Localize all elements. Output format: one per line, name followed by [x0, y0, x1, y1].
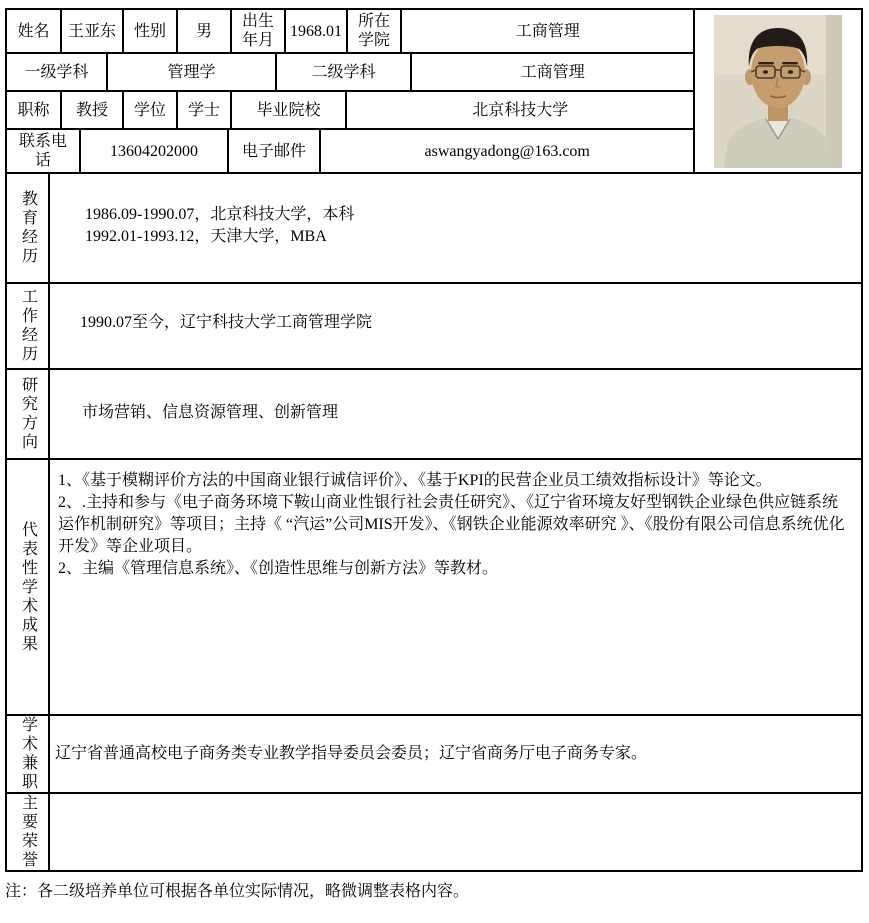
honors-label [7, 794, 50, 870]
row-title-degree [7, 92, 695, 130]
profile-photo [714, 15, 842, 168]
phone-value: 13604202000 [81, 130, 229, 174]
education-label-text: 教育经历 [19, 190, 37, 266]
profile-table [5, 8, 863, 872]
school-label: 毕业院校 [232, 92, 347, 130]
education-line: 1992.01-1993.12，天津大学，MBA [85, 228, 327, 245]
achievements-label [7, 460, 50, 714]
achievements-label-text: 代表性学术成果 [19, 520, 37, 654]
education-content [50, 174, 861, 282]
title-value: 教授 [62, 92, 124, 130]
school-value: 北京科技大学 [347, 92, 695, 130]
parttime-line: 辽宁省普通高校电子商务类专业教学指导委员会委员；辽宁省商务厅电子商务专家。 [55, 745, 648, 762]
name-value: 王亚东 [62, 10, 124, 54]
degree-value: 学士 [178, 92, 232, 130]
honors-label-text: 主要荣誉 [19, 794, 37, 870]
gender-label: 性别 [124, 10, 178, 54]
parttime-label-text: 学术兼职 [19, 716, 37, 792]
section-education [7, 174, 861, 284]
phone-label: 联系电话 [7, 130, 81, 174]
birth-label: 出生年月 [232, 10, 286, 54]
name-label: 姓名 [7, 10, 62, 54]
basic-info-grid [7, 10, 695, 174]
achievement-item: 2、主编《管理信息系统》、《创造性思维与创新方法》等教材。 [58, 560, 499, 577]
discipline1-label: 一级学科 [7, 54, 108, 92]
research-label-text: 研究方向 [19, 376, 37, 452]
work-label [7, 284, 50, 368]
achievement-item: 2、.主持和参与《电子商务环境下鞍山商业性银行社会责任研究》、《辽宁省环境友好型钢铁企业绿色供应链系统运作机制研究》等项目；主持《 “汽运”公司MIS开发》、《钢铁企业能源效率研究 》、《股份有限公司信息系统优化开发》等企业项目。 [58, 494, 845, 555]
parttime-label [7, 716, 50, 792]
research-content [50, 370, 861, 458]
work-line: 1990.07至今，辽宁科技大学工商管理学院 [80, 314, 373, 331]
education-line: 1986.09-1990.07，北京科技大学，本科 [85, 206, 355, 223]
section-honors [7, 794, 861, 870]
discipline2-label: 二级学科 [277, 54, 412, 92]
work-label-text: 工作经历 [19, 288, 37, 364]
email-value: aswangyadong@163.com [321, 130, 695, 174]
discipline2-value: 工商管理 [412, 54, 695, 92]
section-achievements [7, 460, 861, 716]
birth-value: 1968.01 [286, 10, 348, 54]
photo-cell [695, 10, 861, 174]
work-content [50, 284, 861, 368]
section-research [7, 370, 861, 460]
title-label: 职称 [7, 92, 62, 130]
email-label: 电子邮件 [229, 130, 321, 174]
section-parttime [7, 716, 861, 794]
research-label [7, 370, 50, 458]
basic-info-block [7, 10, 861, 174]
row-disciplines [7, 54, 695, 92]
gender-value: 男 [178, 10, 232, 54]
discipline1-value: 管理学 [108, 54, 277, 92]
achievements-content [50, 460, 861, 714]
honors-content [50, 794, 861, 870]
education-label [7, 174, 50, 282]
achievement-item: 1、《基于模糊评价方法的中国商业银行诚信评价》、《基于KPI的民营企业员工绩效指标设计》等论文。 [58, 472, 772, 489]
college-value: 工商管理 [402, 10, 695, 54]
college-label: 所在学院 [348, 10, 402, 54]
footnote: 注：各二级培养单位可根据各单位实际情况，略微调整表格内容。 [5, 883, 470, 900]
row-identity [7, 10, 695, 54]
research-line: 市场营销、信息资源管理、创新管理 [82, 404, 339, 421]
row-contact [7, 130, 695, 174]
degree-label: 学位 [124, 92, 178, 130]
parttime-content [50, 716, 861, 792]
section-work [7, 284, 861, 370]
